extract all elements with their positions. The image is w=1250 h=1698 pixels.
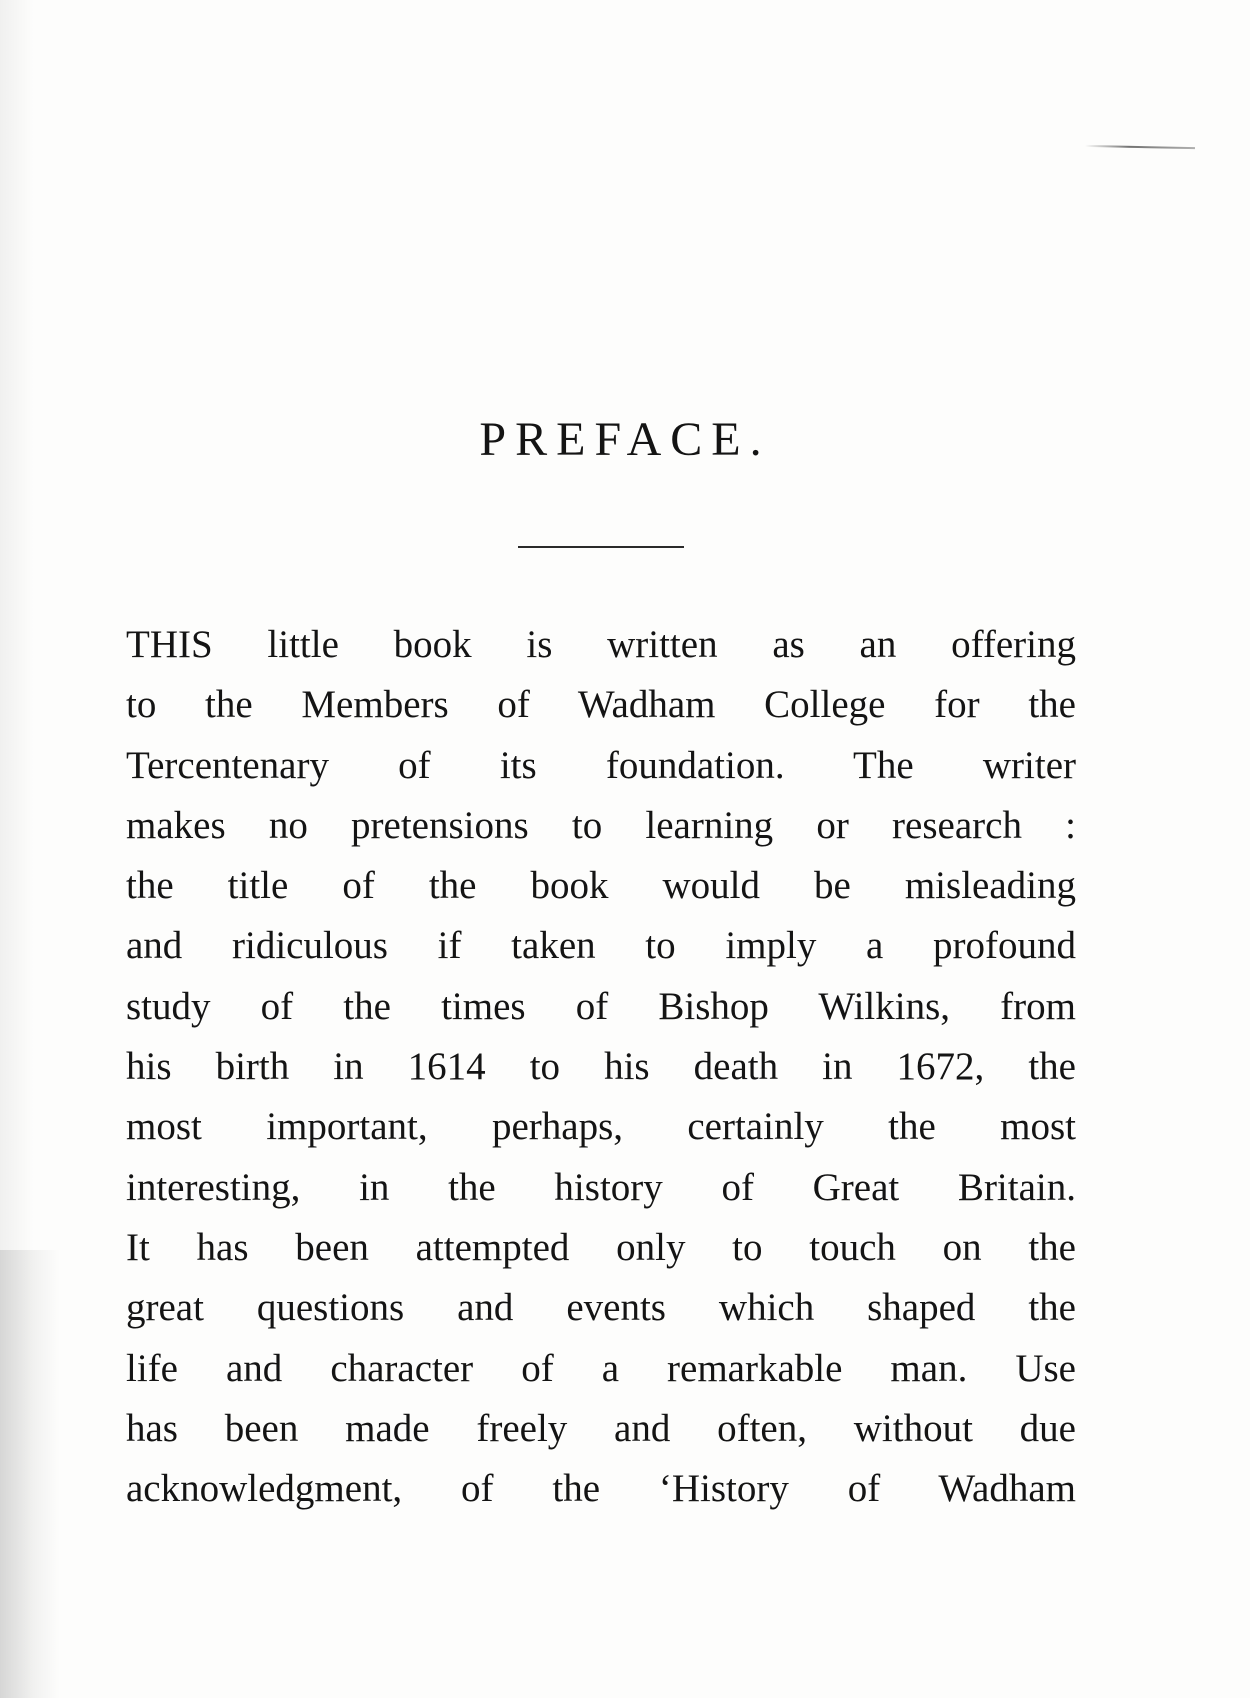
text-line (126, 1339, 1076, 1399)
text-line-content: the title of the book would be misleading (126, 864, 1076, 908)
text-line-content: THIS little book is written as an offering (126, 623, 1076, 666)
text-line-content: Tercentenary of its foundation. The writer (126, 743, 1076, 787)
text-line (126, 736, 1076, 796)
page-title: PREFACE. (479, 413, 771, 466)
text-line (126, 796, 1076, 856)
scan-edge-shadow-lower (0, 1250, 60, 1698)
text-line (126, 1037, 1076, 1097)
text-line-content: and ridiculous if taken to imply a profound (126, 924, 1076, 968)
text-line (126, 1459, 1076, 1519)
text-line-content: his birth in 1614 to his death in 1672, the (126, 1045, 1076, 1089)
text-line (126, 977, 1076, 1037)
text-line (126, 675, 1076, 735)
text-line-content: to the Members of Wadham College for the (126, 683, 1076, 727)
text-line (126, 1218, 1076, 1278)
text-line-content: life and character of a remarkable man. Use (126, 1346, 1076, 1390)
text-line-content: most important, perhaps, certainly the most (126, 1105, 1076, 1149)
text-line (126, 1097, 1076, 1157)
text-line-content: acknowledgment, of the ‘History of Wadham (126, 1467, 1076, 1511)
text-line (126, 916, 1076, 976)
text-line-content: has been made freely and often, without due (126, 1406, 1076, 1450)
text-line (126, 1278, 1076, 1338)
title-divider (518, 546, 684, 548)
text-line (126, 615, 1076, 675)
text-line-content: makes no pretensions to learning or research : (126, 803, 1076, 847)
text-line-content: interesting, in the history of Great Britain. (126, 1165, 1076, 1209)
text-line-content: great questions and events which shaped the (126, 1286, 1076, 1330)
text-line (126, 1399, 1076, 1459)
text-line-content: It has been attempted only to touch on the (126, 1225, 1076, 1269)
text-line-content: study of the times of Bishop Wilkins, from (126, 984, 1076, 1028)
stray-ink-mark (1085, 145, 1195, 149)
preface-paragraph (126, 615, 1076, 1519)
text-line (126, 1158, 1076, 1218)
text-line (126, 856, 1076, 916)
